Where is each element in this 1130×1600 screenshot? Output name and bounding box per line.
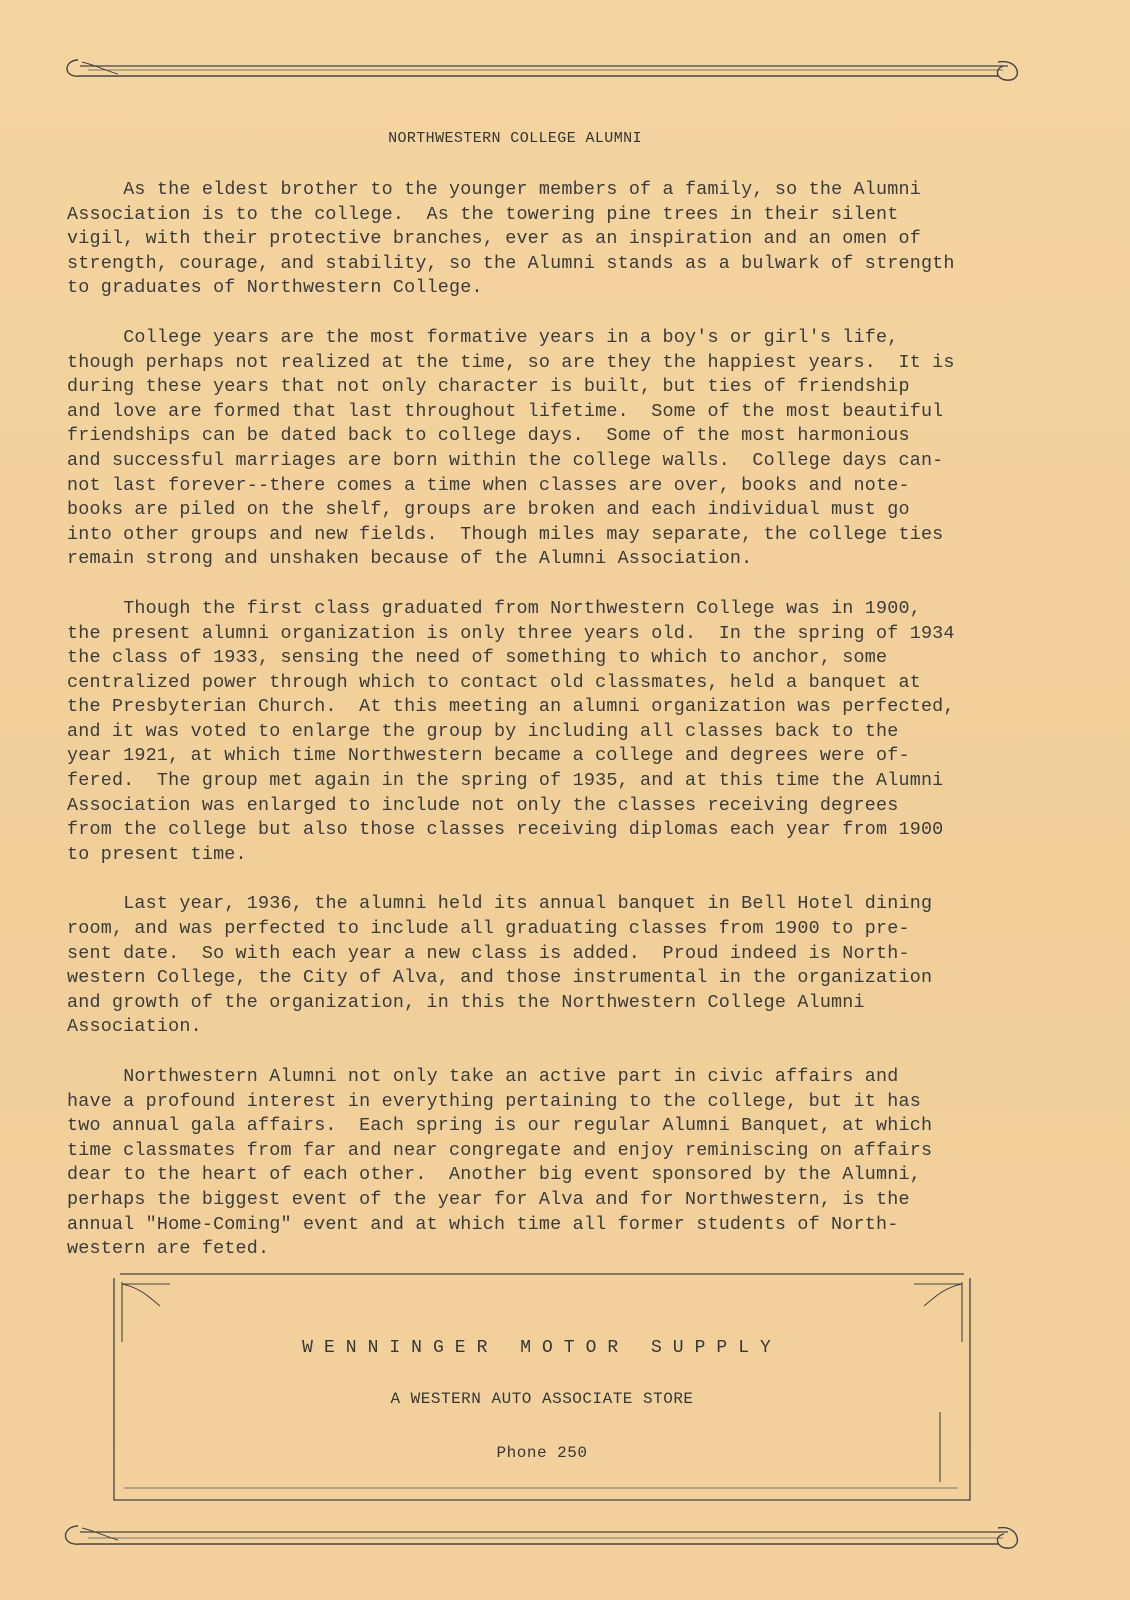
article-body bbox=[67, 178, 1047, 1287]
advertiser-name: WENNINGER MOTOR SUPPLY bbox=[302, 1338, 782, 1358]
paragraph: Though the first class graduated from Northwestern College was in 1900, the present alumni organization is only three years old. In the spring of 1934 the class of 1933, sensing the need of something to which to anchor, some centralized power through which to contact old classmates, held a banquet at the Presbyterian Church. At this meeting an alumni organization was perfected, and it was voted to enlarge the group by including all classes back to the year 1921, at which time Northwestern became a college and degrees were of- fered. The group met again in the spring of 1935, and at this time the Alumni Association was enlarged to include not only the classes receiving degrees from the college but also those classes receiving diplomas each year from 1900 to present time. bbox=[67, 597, 955, 865]
top-ornamental-rule bbox=[58, 52, 1028, 88]
advertiser-tagline: A WESTERN AUTO ASSOCIATE STORE bbox=[390, 1390, 694, 1408]
page-title: NORTHWESTERN COLLEGE ALUMNI bbox=[388, 130, 642, 147]
advertisement-frame bbox=[112, 1272, 972, 1504]
bottom-ornamental-rule bbox=[58, 1520, 1028, 1556]
paragraph: As the eldest brother to the younger members of a family, so the Alumni Association is to the college. As the towering pine trees in their silent vigil, with their protective branches, ever as an inspiration and an omen of strength, courage, and stability, so the Alumni stands as a bulwark of strength to graduates of Northwestern College. bbox=[67, 179, 955, 299]
advertisement-box bbox=[112, 1272, 972, 1504]
paragraph: Last year, 1936, the alumni held its annual banquet in Bell Hotel dining room, and was perfected to include all graduating classes from 1900 to pre- sent date. So with each year a new class is added. Proud indeed is North- western College, the City of Alva, and those instrumental in the organization and growth of the organization, in this the Northwestern College Alumni Association. bbox=[67, 893, 933, 1038]
advertiser-phone: Phone 250 bbox=[496, 1444, 588, 1462]
paragraph: College years are the most formative years in a boy's or girl's life, though perhaps not realized at the time, so are they the happiest years. It is during these years that not only character is built, but ties of friendship and love are formed that last throughout lifetime. Some of the most beautiful friendships can be dated back to college days. Some of the most harmonious and successful marriages are born within the college walls. College days can- not last forever--there comes a time when classes are over, books and note- books are piled on the shelf, groups are broken and each individual must go into other groups and new fields. Though miles may separate, the college ties remain strong and unshaken because of the Alumni Association. bbox=[67, 326, 955, 570]
paragraph: Northwestern Alumni not only take an active part in civic affairs and have a profound interest in everything pertaining to the college, but it has two annual gala affairs. Each spring is our regular Alumni Banquet, at which time classmates from far and near congregate and enjoy reminiscing on affairs dear to the heart of each other. Another big event sponsored by the Alumni, perhaps the biggest event of the year for Alva and for Northwestern, is the annual "Home-Coming" event and at which time all former students of North- western are feted. bbox=[67, 1066, 933, 1260]
